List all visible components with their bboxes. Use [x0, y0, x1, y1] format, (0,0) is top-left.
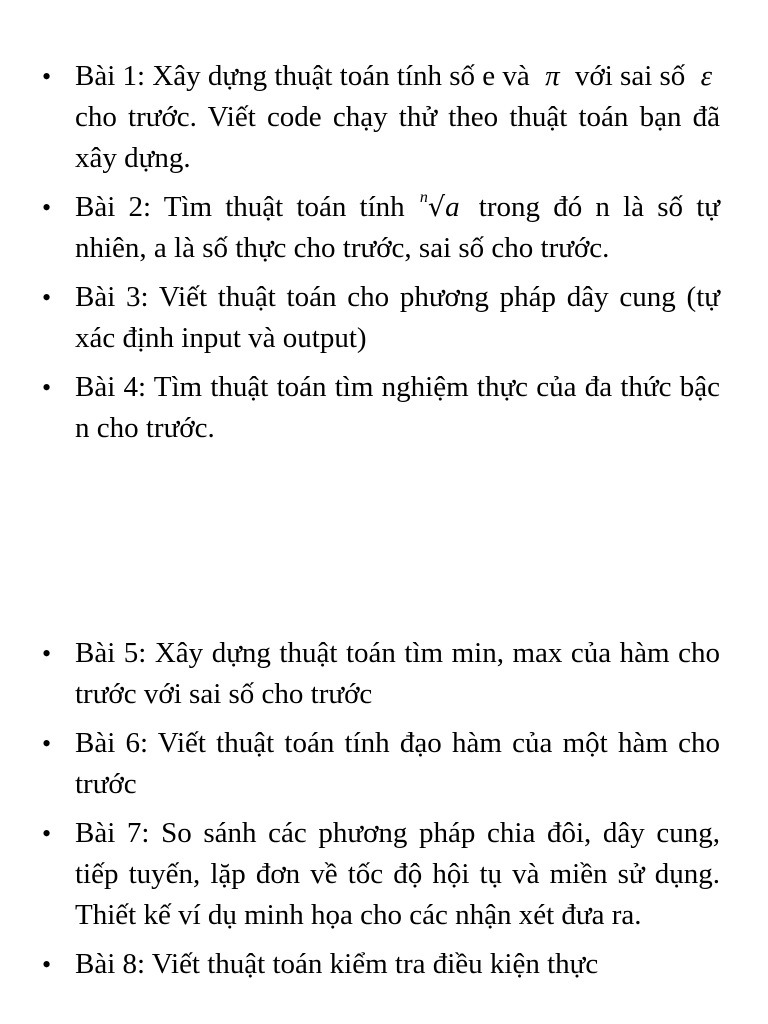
bullet: •: [42, 819, 52, 848]
exercise-item-7: [0, 813, 768, 936]
exercise-1-text-part3: cho trước. Viết code chạy thử theo thuật toán bạn đã xây dựng.: [75, 101, 720, 174]
root-radicand: a: [445, 191, 460, 223]
exercise-2-text-part2: trong đó n là số tự nhiên, a là số thực cho trước, sai số cho trước.: [75, 191, 720, 264]
bullet: •: [42, 729, 52, 758]
exercise-item-3: [0, 277, 768, 359]
exercise-6-text: Bài 6: Viết thuật toán tính đạo hàm của một hàm cho trước: [75, 727, 720, 800]
exercise-1-text-part1: Bài 1: Xây dựng thuật toán tính số e và: [75, 60, 530, 92]
exercise-1-text-part2: với sai số: [574, 60, 686, 92]
bullet: •: [42, 283, 52, 312]
exercise-list-bottom: [0, 633, 768, 993]
bullet: •: [42, 950, 52, 979]
exercise-item-1: [0, 56, 768, 179]
bullet: •: [42, 639, 52, 668]
bullet: •: [42, 373, 52, 402]
nth-root-formula: [418, 187, 466, 228]
bullet: •: [42, 62, 52, 91]
exercise-list-top: [0, 56, 768, 457]
exercise-3-text: Bài 3: Viết thuật toán cho phương pháp dây cung (tự xác định input và output): [75, 281, 720, 354]
bullet: •: [42, 193, 52, 222]
exercise-5-text: Bài 5: Xây dựng thuật toán tìm min, max của hàm cho trước với sai số cho trước: [75, 637, 720, 710]
radical-sign: √: [427, 192, 446, 223]
exercise-item-6: [0, 723, 768, 805]
exercise-item-5: [0, 633, 768, 715]
exercise-4-text: Bài 4: Tìm thuật toán tìm nghiệm thực của đa thức bậc n cho trước.: [75, 371, 720, 444]
exercise-item-2: [0, 187, 768, 269]
exercise-item-4: [0, 367, 768, 449]
root-index: n: [419, 189, 428, 206]
exercise-item-8: [0, 944, 768, 985]
epsilon-symbol: ε: [700, 60, 712, 92]
exercise-8-text: Bài 8: Viết thuật toán kiểm tra điều kiện thực: [75, 948, 599, 980]
exercise-7-text: Bài 7: So sánh các phương pháp chia đôi, dây cung, tiếp tuyến, lặp đơn về tốc độ hội tụ và miền sử dụng. Thiết kế ví dụ minh họa cho các nhận xét đưa ra.: [75, 817, 720, 931]
pi-symbol: π: [545, 60, 560, 92]
exercise-2-text-part1: Bài 2: Tìm thuật toán tính: [75, 191, 405, 223]
